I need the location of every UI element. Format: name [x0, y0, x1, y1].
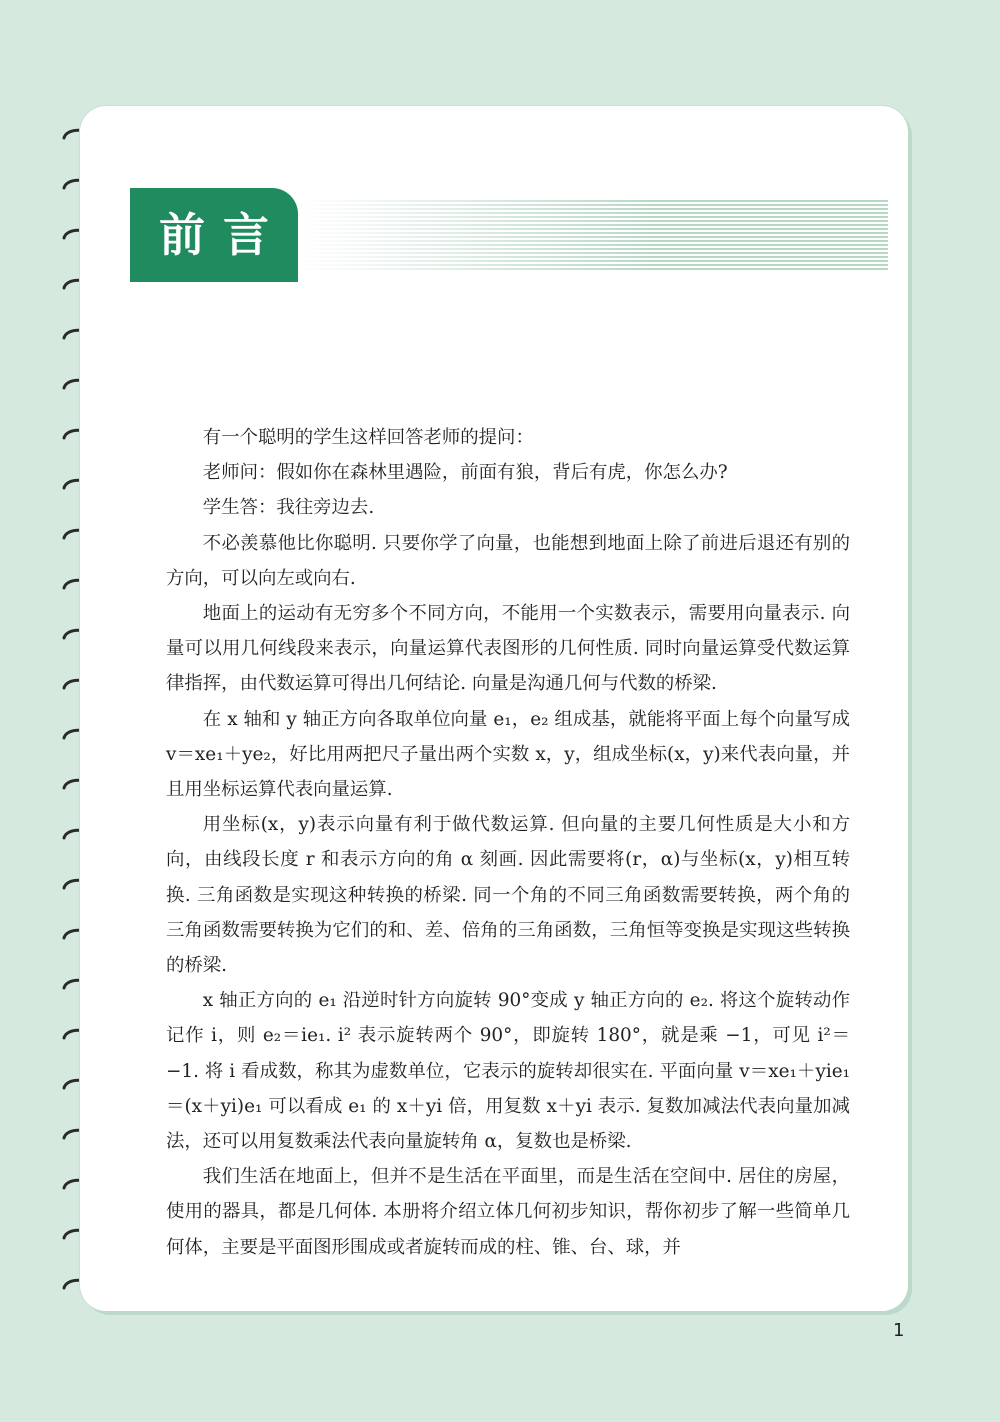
paragraph: 不必羡慕他比你聪明. 只要你学了向量，也能想到地面上除了前进后退还有别的方向，可以向左或向右. [166, 532, 850, 589]
section-header [130, 188, 888, 282]
paragraph: 用坐标(x，y)表示向量有利于做代数运算. 但向量的主要几何性质是大小和方向，由线段长度 r 和表示方向的角 α 刻画. 因此需要将(r，α)与坐标(x，y)相互转换. 三角函数是实现这种转换的桥梁. 同一个角的不同三角函数需要转换，两个角的三角函数需要转换为它们的和、差、倍角的三角函数，三角恒等变换是实现这些转换的桥梁. [166, 814, 850, 977]
paragraph: x 轴正方向的 e₁ 沿逆时针方向旋转 90°变成 y 轴正方向的 e₂. 将这个旋转动作记作 i，则 e₂＝ie₁. i² 表示旋转两个 90°，即旋转 180°，就是乘 −1，可见 i²＝−1. 将 i 看成数，称其为虚数单位，它表示的旋转却很实在. 平面向量 v＝xe₁＋yie₁＝(x＋yi)e₁ 可以看成 e₁ 的 x＋yi 倍，用复数 x＋yi 表示. 复数加减法代表向量加减法，还可以用复数乘法代表向量旋转角 α，复数也是桥梁. [166, 990, 850, 1153]
page-number: 1 [893, 1320, 905, 1341]
paragraph: 我们生活在地面上，但并不是生活在平面里，而是生活在空间中. 居住的房屋，使用的器具，都是几何体. 本册将介绍立体几何初步知识，帮你初步了解一些简单几何体，主要是平面图形围成或者旋转而成的柱、锥、台、球，并 [166, 1166, 850, 1258]
header-stripes [298, 200, 888, 270]
paragraph: 地面上的运动有无穷多个不同方向，不能用一个实数表示，需要用向量表示. 向量可以用几何线段来表示，向量运算代表图形的几何性质. 同时向量运算受代数运算律指挥，由代数运算可得出几何结论. 向量是沟通几何与代数的桥梁. [166, 603, 850, 695]
paragraph: 在 x 轴和 y 轴正方向各取单位向量 e₁，e₂ 组成基，就能将平面上每个向量写成 v＝xe₁＋ye₂，好比用两把尺子量出两个实数 x，y，组成坐标(x，y)来代表向量，并且用坐标运算代表向量运算. [166, 708, 850, 801]
page-title: 前言 [159, 208, 287, 262]
paragraph: 学生答：我往旁边去. [202, 497, 375, 519]
paragraph: 老师问：假如你在森林里遇险，前面有狼，背后有虎，你怎么办? [202, 462, 728, 484]
preface-body [166, 420, 850, 1265]
paragraph: 有一个聪明的学生这样回答老师的提问： [202, 427, 534, 448]
